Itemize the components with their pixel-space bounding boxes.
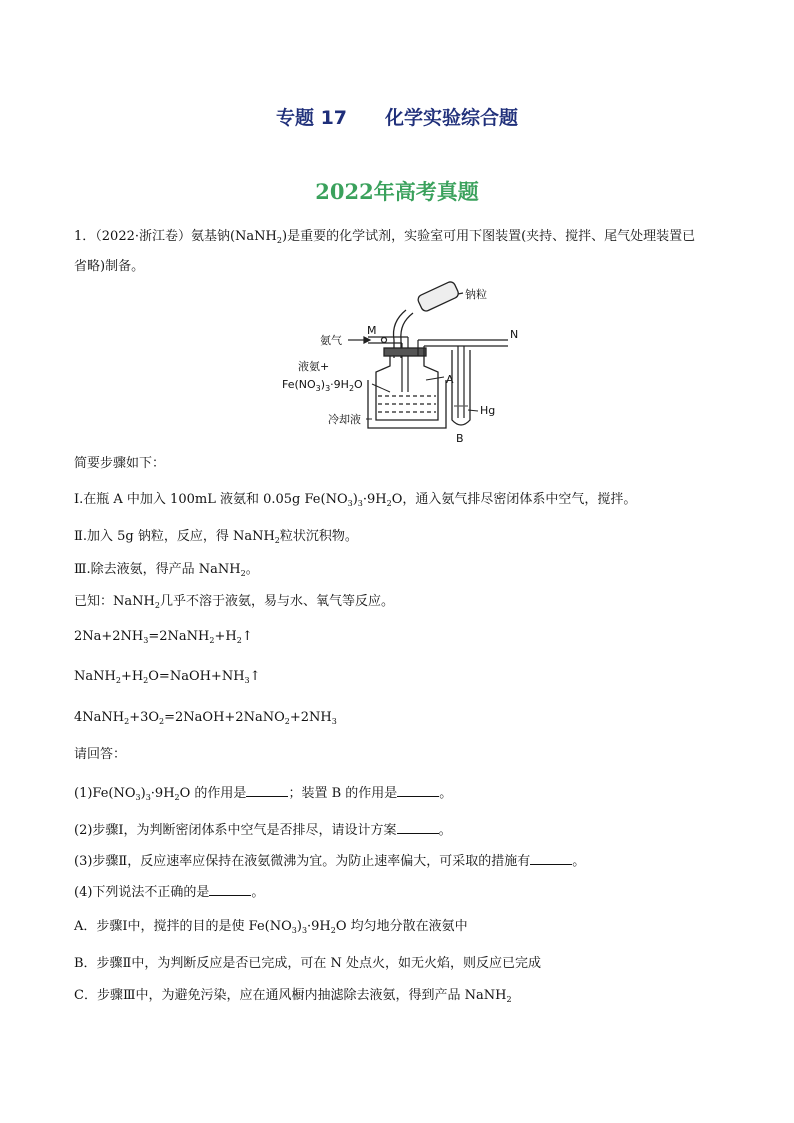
label-sodium: 钠粒	[465, 288, 487, 301]
page-title	[0, 103, 794, 130]
answer-blank[interactable]	[209, 883, 251, 896]
step-1: Ⅰ.在瓶 A 中加入 100mL 液氨和 0.05g $Fe(NO_3)_3\cdot 9H_2O$，通入氨气排尽密闭体系中空气，搅拌。	[74, 492, 637, 508]
section-subtitle: 2022年高考真题	[315, 179, 479, 204]
label-liquid-ammonia: 液氨+	[298, 360, 330, 373]
pointer-a	[426, 377, 444, 380]
label-hg: Hg	[480, 404, 496, 417]
label-ammonia: 氨气	[320, 334, 342, 347]
title-topic: 化学实验综合题	[385, 107, 519, 129]
subquestion-1: $(1)Fe(NO_3)_3\cdot 9H_2O$ 的作用是 ；装置 B 的作用是 。	[74, 786, 453, 802]
pointer-liquid	[372, 384, 390, 392]
answer-blank[interactable]	[397, 821, 439, 834]
label-b: B	[456, 432, 464, 445]
option-b: B．步骤Ⅱ中，为判断反应是否已完成，可在 N 处点火，如无火焰，则反应已完成	[74, 956, 542, 971]
question-intro-line2: 省略)制备。	[74, 259, 145, 274]
label-a: A	[446, 373, 454, 386]
option-a: A．步骤Ⅰ中，搅拌的目的是使 $Fe(NO_3)_3\cdot 9H_2O$ 均匀地分散在液氨中	[74, 919, 468, 935]
answer-blank[interactable]	[246, 784, 288, 797]
answer-blank[interactable]	[530, 852, 572, 865]
subquestion-4: (4)下列说法不正确的是 。	[74, 885, 265, 900]
flask-a	[376, 348, 438, 420]
option-c: C．步骤Ⅲ中，为避免污染，应在通风橱内抽滤除去液氨，得到产品 NaNH$_2$	[74, 988, 512, 1004]
step-3: Ⅲ.除去液氨，得产品 NaNH$_2$。	[74, 562, 259, 578]
equation-3: $4NaNH_2+3O_2=2NaOH+2NaNO_2+2NH_3$	[74, 710, 337, 726]
label-coolant: 冷却液	[328, 413, 361, 426]
step-2: Ⅱ.加入 5g 钠粒，反应，得 NaNH$_2$粒状沉积物。	[74, 529, 358, 545]
label-n: N	[510, 328, 519, 341]
label-m: M	[367, 324, 377, 337]
steps-heading: 简要步骤如下：	[74, 456, 166, 471]
question-intro-line1: 1．（2022·浙江卷）氨基钠(NaNH$_2$)是重要的化学试剂，实验室可用下图装置(夹持、搅拌、尾气处理装置已	[74, 229, 696, 245]
tube-b	[452, 350, 470, 425]
answer-prompt: 请回答：	[74, 747, 127, 762]
subquestion-2: (2)步骤Ⅰ，为判断密闭体系中空气是否排尽，请设计方案 。	[74, 823, 452, 838]
answer-blank[interactable]	[397, 784, 439, 797]
subquestion-3: (3)步骤Ⅱ，反应速率应保持在液氨微沸为宜。为防止速率偏大，可采取的措施有 。	[74, 854, 586, 869]
known-info: 已知：NaNH$_2$几乎不溶于液氨，易与水、氧气等反应。	[74, 594, 394, 610]
equation-2: $NaNH_2+H_2O=NaOH+NH_3↑$	[74, 669, 261, 685]
apparatus-diagram	[268, 280, 528, 445]
title-number: 专题 17	[275, 107, 348, 129]
label-iron-nitrate: $Fe(NO_3)_3\cdot 9H_2O$	[282, 378, 363, 393]
equation-1: $2Na+2NH_3=2NaNH_2+H_2↑$	[74, 629, 253, 645]
